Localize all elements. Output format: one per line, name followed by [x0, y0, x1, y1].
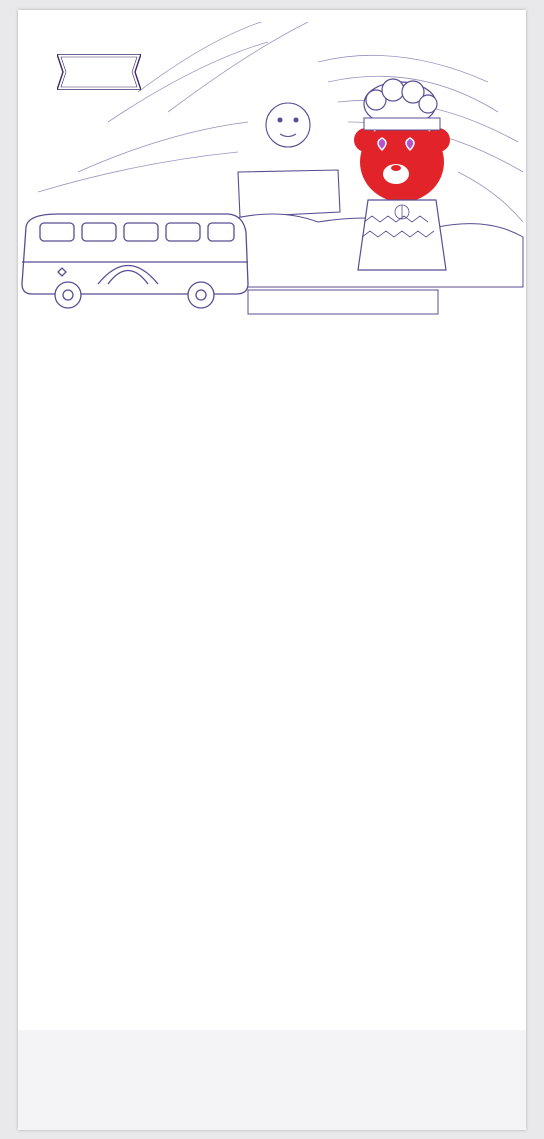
calendar-bottom-strip [18, 1030, 526, 1130]
